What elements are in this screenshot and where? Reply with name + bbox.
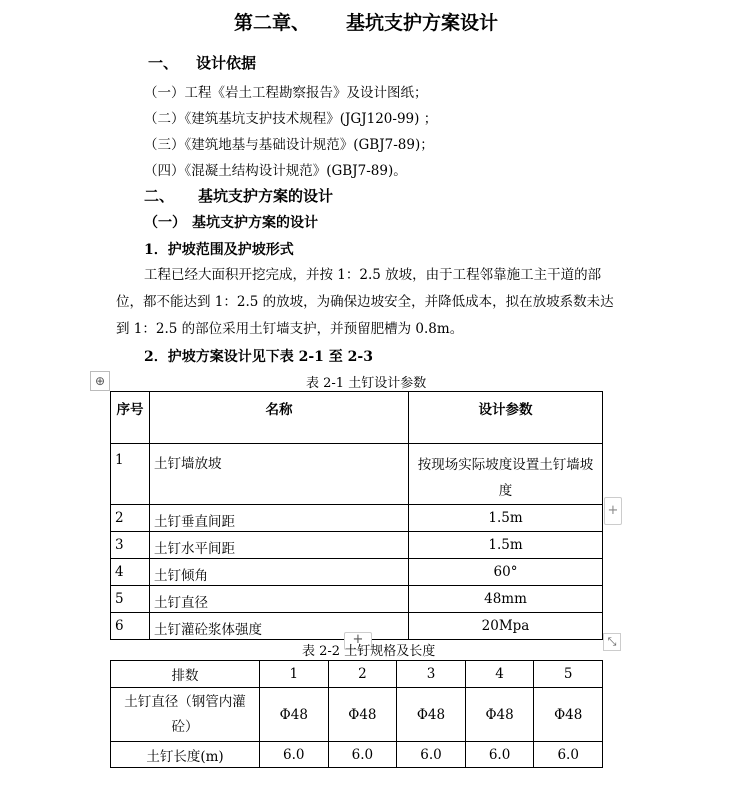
section1-title: 设计依据 [196, 54, 257, 72]
item1-paragraph: 工程已经大面积开挖完成，并按 1：2.5 放坡，由于工程邻靠施工主干道的部位，都不能达到 1：2.5 的放坡，为确保边坡安全，并降低成本，拟在放坡系数未达到 1：2.5 的部位采用土钉墙支护，并预留肥槽为 0.8m。 [116, 267, 614, 337]
diameter-value: Φ48 [465, 688, 534, 742]
length-value: 6.0 [260, 742, 329, 768]
length-value: 6.0 [534, 742, 603, 768]
basis-item: （一）工程《岩土工程勘察报告》及设计图纸； [144, 85, 428, 101]
basis-item: （三）《建筑地基与基础设计规范》(GBJ7-89)； [144, 137, 434, 153]
col-header: 1 [260, 661, 329, 688]
item2-heading: 2．护坡方案设计见下表 2-1 至 2-3 [144, 349, 373, 365]
table-row [111, 688, 603, 742]
table2-caption: 表 2-2 土钉规格及长度 [302, 644, 436, 659]
header-no: 序号 [111, 392, 150, 444]
subsection-number: （一） [144, 215, 186, 231]
col-header: 5 [534, 661, 603, 688]
table-header-row [111, 661, 603, 688]
length-value: 6.0 [397, 742, 466, 768]
length-value: 6.0 [328, 742, 397, 768]
col-header: 4 [465, 661, 534, 688]
col-header: 3 [397, 661, 466, 688]
cell-param: 60° [409, 559, 603, 586]
cell-no: 2 [111, 505, 150, 532]
length-value: 6.0 [465, 742, 534, 768]
diameter-value: Φ48 [328, 688, 397, 742]
cell-param: 按现场实际坡度设置土钉墙坡度 [409, 444, 603, 505]
subsection-heading [144, 212, 318, 232]
length-label: 土钉长度(m) [111, 742, 260, 768]
table-row [111, 532, 603, 559]
table-row [111, 742, 603, 768]
cell-name: 土钉水平间距 [150, 532, 409, 559]
header-name: 名称 [150, 392, 409, 444]
basis-item: （四）《混凝土结构设计规范》(GBJ7-89)。 [144, 163, 407, 179]
section2-title: 基坑支护方案的设计 [198, 187, 334, 205]
subsection-title: 基坑支护方案的设计 [192, 215, 318, 231]
header-rows-label: 排数 [111, 661, 260, 688]
table-row [111, 444, 603, 505]
cell-param: 48mm [409, 586, 603, 613]
chapter-number: 第二章、 [233, 12, 310, 34]
cell-param: 20Mpa [409, 613, 603, 640]
cell-no: 6 [111, 613, 150, 640]
table1-caption: 表 2-1 土钉设计参数 [306, 376, 427, 391]
cell-no: 5 [111, 586, 150, 613]
cell-name: 土钉灌砼浆体强度 [150, 613, 409, 640]
table-move-handle-icon[interactable]: ⊕ [90, 371, 110, 391]
cell-no: 4 [111, 559, 150, 586]
section2-heading [144, 185, 333, 206]
cell-name: 土钉直径 [150, 586, 409, 613]
chapter-heading: 基坑支护方案设计 [346, 12, 499, 34]
section1-heading [148, 52, 256, 73]
table-row [111, 559, 603, 586]
table-header-row [111, 392, 603, 444]
basis-item: （二）《建筑基坑支护技术规程》(JGJ120-99) ； [144, 111, 438, 127]
col-header: 2 [328, 661, 397, 688]
diameter-value: Φ48 [397, 688, 466, 742]
cell-name: 土钉垂直间距 [150, 505, 409, 532]
table-row [111, 586, 603, 613]
cell-param: 1.5m [409, 505, 603, 532]
table-resize-icon[interactable]: ⤡ [603, 633, 621, 651]
soil-nail-design-table [110, 391, 603, 640]
cell-name: 土钉倾角 [150, 559, 409, 586]
diameter-value: Φ48 [260, 688, 329, 742]
diameter-value: Φ48 [534, 688, 603, 742]
cell-param: 1.5m [409, 532, 603, 559]
item1-heading: 1．护坡范围及护坡形式 [144, 242, 294, 258]
chapter-title [0, 8, 732, 35]
table-row [111, 505, 603, 532]
cell-no: 1 [111, 444, 150, 505]
section2-number: 二、 [144, 187, 175, 205]
header-param: 设计参数 [409, 392, 603, 444]
cell-name: 土钉墙放坡 [150, 444, 409, 505]
section1-number: 一、 [148, 54, 179, 72]
cell-no: 3 [111, 532, 150, 559]
add-row-icon[interactable]: + [344, 632, 372, 650]
soil-nail-spec-table [110, 660, 603, 768]
diameter-label: 土钉直径（钢管内灌砼） [111, 688, 260, 742]
add-column-icon[interactable]: + [604, 497, 622, 525]
